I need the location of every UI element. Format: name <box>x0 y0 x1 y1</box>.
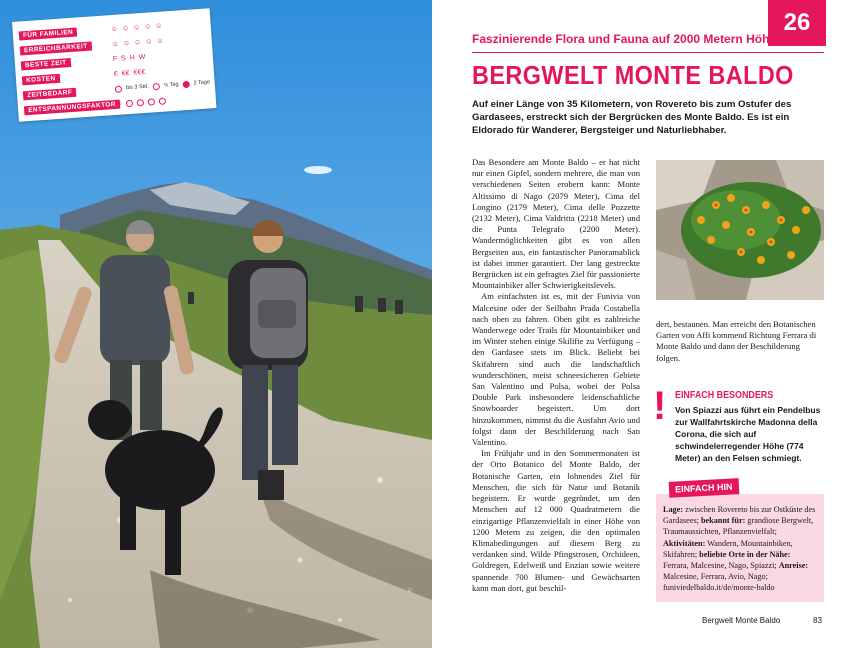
smiley-icon: ☺ <box>133 38 142 47</box>
kicker-divider <box>472 52 824 53</box>
season-autumn: H <box>129 54 136 62</box>
chapter-number-badge: 26 <box>768 0 826 46</box>
info-box <box>656 494 824 602</box>
kicker: Faszinierende Flora und Fauna auf 2000 Metern Höhe <box>472 32 777 46</box>
smiley-icon: ☺ <box>143 22 152 31</box>
tip-title: EINFACH BESONDERS <box>675 389 774 401</box>
info-key-known-for: bekannt für: <box>700 516 746 526</box>
exclamation-icon: ! <box>653 384 667 428</box>
body-paragraph: Am einfachsten ist es, mit der Funivia von Malcesine oder der Seilbahn Prada Costabella nach oben zu fahren. Oben gibt es zahlreiche Wanderwege oder Trails für Mountainbiker und im Winter stehen einige Skilifte zu Verfügung – den Gardasee stets im Blick. Beliebt bei Skifahrern sind auch die landschaftlich wunderschönen, meist schneesicheren Gebiete San Valentino und Polsa, wobei der Polsa Double Park insbesondere leidenschaftliche Snowboarder begeistert. Um dort hinzukommen, nimmst du die Ausfahrt Avio und folgst dann der Beschilderung nach San Valentino. <box>472 291 640 448</box>
relaxation-rating <box>116 94 167 109</box>
season-rating <box>112 51 145 65</box>
info-value-known-for: grandiose Bergwelt, Traumaussichten, Pflanzenvielfalt; <box>663 516 814 537</box>
info-key-location: Lage: <box>663 505 684 514</box>
label-reachability: ERREICHBARKEIT <box>20 41 92 55</box>
smiley-icon: ☺ <box>111 40 120 48</box>
cost-high: €€€ <box>133 68 146 77</box>
body-paragraph: Das Besondere am Monte Baldo – er hat nicht nur einen Gipfel, sondern mehrere, die man von verschiedenen Seiten erobern kann: Monte Altissimo di Nago (2079 Meter), Cima del Longino (2179 Meter), Cima delle Pozzette (2132 Meter), Cima Valdritta (2218 Meter) und die Punta Telegrafo (2200 Meter). Wandermöglichkeiten gibt es von allen Bergseiten aus, ein fantastischer Panoramablick ist dabei immer garantiert. Der lang gestreckte Bergrücken ist ein gefragtes Ziel für passionierte Mountainbiker aller Schwierigkeitslevels. <box>472 157 640 291</box>
relaxation-icon: ☀ <box>115 100 123 108</box>
reachability-rating-icons <box>111 34 163 50</box>
smiley-icon: ☺ <box>110 25 119 33</box>
info-value-location: zwischen Rovereto bis zur Ostküste des Gardasees; <box>663 505 816 526</box>
footer-title: Bergwelt Monte Baldo <box>702 616 781 625</box>
info-key-activities: Aktivitäten: <box>663 538 706 548</box>
smiley-icon: ☺ <box>132 23 141 32</box>
info-key-nearby: beliebte Orte in der Nähe: <box>699 549 791 559</box>
tip-body: Von Spiazzi aus führt ein Pendelbus zur Wallfahrtskirche Madonna della Corona, die sich auf schwindelerregender Höhe (774 Meter) an den Felsen schmiegt. <box>675 405 821 463</box>
body-paragraph: Im Frühjahr und in den Sommermonaten ist der Orto Botanico del Monte Baldo, der Botanische Garten, ein lohnendes Ziel für Menschen, die sich für Natur und Botanik begeistern. Er wurde gegründet, um den Menschen auf 12 000 Quadratmetern die einzigartige Pflanzenvielfalt in einer Höhe von 1200 Metern zu zeigen, die den optimalen Klimabedingungen auf diesem Berg zu verdanken sind. Wilde Pfingstrosen, Orchideen, Goldregen, Edelweiß und Enzian sowie weitere spannende 700 Blumen- und Gewächsarten kann man dort, gut beschil- <box>472 448 640 593</box>
smiley-icon: ☺ <box>144 37 153 46</box>
info-value-arrival: Malcesine, Ferrara, Avio, Nago; funiviedelbaldo.it/de/monte-baldo <box>663 572 775 593</box>
page-number: 83 <box>813 616 822 625</box>
cost-medium: €€ <box>121 69 130 77</box>
smiley-icon: ☺ <box>155 22 163 30</box>
body-column-1 <box>472 157 640 594</box>
label-families: FÜR FAMILIEN <box>19 27 78 40</box>
season-winter: W <box>138 53 146 61</box>
smiley-icon: ☺ <box>121 24 130 32</box>
lead-paragraph: Auf einer Länge von 35 Kilometern, von Rovereto bis zum Ostufer des Gardasees, erstreckt sich der Bergrücken des Monte Baldo. Es ist ein Eldorado für Wanderer, Bergsteiger und Naturliebhaber. <box>472 99 792 136</box>
info-value-activities: Wandern, Mountainbiken, Skifahren; <box>663 538 793 559</box>
flower-photo <box>656 160 824 300</box>
info-tag: EINFACH HIN <box>669 478 739 498</box>
info-key-arrival: Anreise: <box>778 561 809 571</box>
time-short: bis 3 Std. <box>125 83 149 92</box>
label-costs: KOSTEN <box>22 73 60 85</box>
season-summer: S <box>120 54 126 62</box>
time-half-day: ½ Tag <box>163 81 179 89</box>
body-column-2: dert, bestaunen. Man erreicht den Botanischen Garten von Affi kommend Richtung Ferrara di Monte Baldo und dann der Beschilderung folgen. <box>656 319 817 363</box>
label-best-time: BESTE ZEIT <box>21 58 71 70</box>
time-rating <box>115 76 211 95</box>
cost-low: € <box>113 70 119 78</box>
cost-rating <box>113 66 145 80</box>
page-title: BERGWELT MONTE BALDO <box>472 60 794 90</box>
smiley-icon: ☺ <box>156 36 164 45</box>
time-two-days: 2 Tage <box>193 79 211 87</box>
label-time-needed: ZEITBEDARF <box>23 87 77 100</box>
info-value-nearby: Ferrara, Malcesine, Nago, Spiazzi; <box>663 561 779 571</box>
right-page <box>432 0 864 648</box>
label-relaxation: ENTSPANNUNGSFAKTOR <box>24 99 120 115</box>
rating-card <box>12 8 216 122</box>
family-rating-icons <box>110 20 162 36</box>
smiley-icon: ☺ <box>122 39 131 47</box>
season-spring: F <box>112 55 118 63</box>
